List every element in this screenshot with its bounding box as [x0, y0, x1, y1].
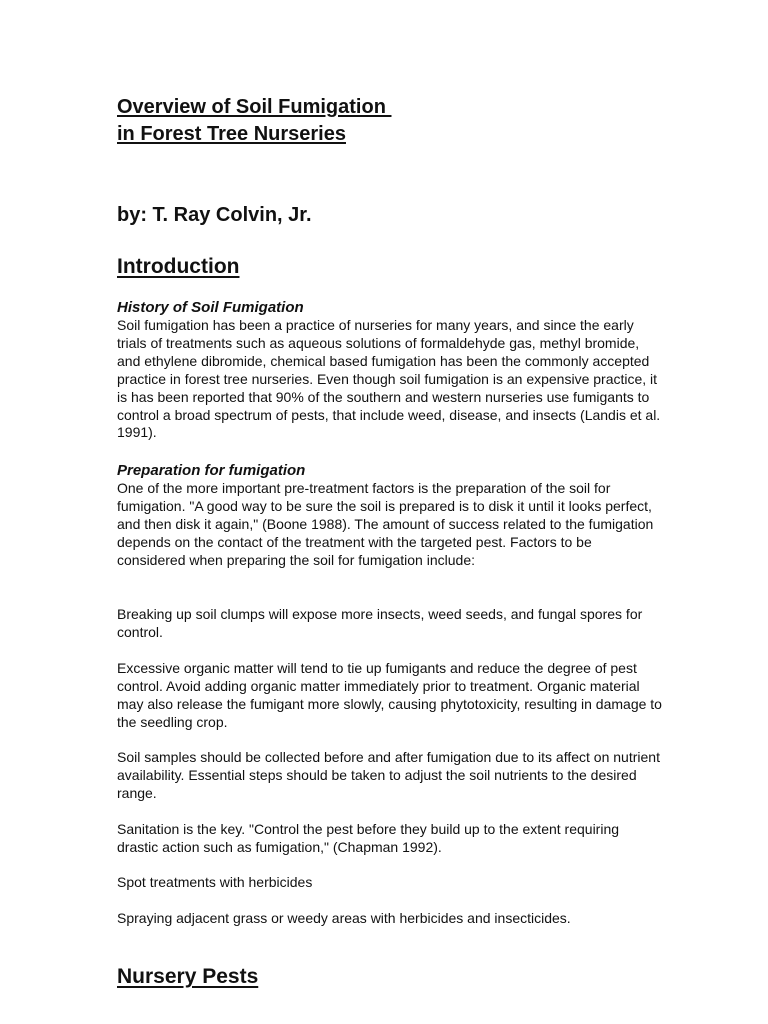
history-section — [117, 299, 662, 442]
history-heading: History of Soil Fumigation — [117, 299, 304, 316]
factor-item: Breaking up soil clumps will expose more insects, weed seeds, and fungal spores for control. — [117, 606, 643, 640]
factor-item: Excessive organic matter will tend to tie up fumigants and reduce the degree of pest control. Avoid adding organic matter immediately prior to treatment. Organic material may also release the fumigant more slowly, causing phytotoxicity, resulting in damage to the seedling crop. — [117, 660, 662, 730]
preparation-heading: Preparation for fumigation — [117, 462, 306, 479]
factor-item: Spraying adjacent grass or weedy areas with herbicides and insecticides. — [117, 910, 571, 926]
history-paragraph: Soil fumigation has been a practice of nurseries for many years, and since the early trials of treatments such as aqueous solutions of formaldehyde gas, methyl bromide, and ethylene dibromide, chemical based fumigation has been the commonly accepted practice in forest tree nurseries. Even though soil fumigation is an expensive practice, it is has been reported that 90% of the southern and western nurseries use fumigants to control a broad spectrum of pests, that include weed, disease, and insects (Landis et al. 1991). — [117, 317, 661, 441]
author-byline: by: T. Ray Colvin, Jr. — [117, 204, 312, 226]
factor-item: Soil samples should be collected before and after fumigation due to its affect on nutrient availability. Essential steps should be taken to adjust the soil nutrients to the desired range. — [117, 749, 660, 801]
preparation-paragraph: One of the more important pre-treatment factors is the preparation of the soil for fumigation. "A good way to be sure the soil is prepared is to disk it until it looks perfect, and then disk it again," (Boone 1988). The amount of success related to the fumigation depends on the contact of the treatment with the targeted pest. Factors to be considered when preparing the soil for fumigation include: — [117, 480, 654, 568]
section-heading-nursery-pests: Nursery Pests — [117, 965, 259, 988]
title-line-1: Overview of Soil Fumigation — [117, 96, 392, 118]
document-title — [117, 94, 391, 148]
section-heading-introduction: Introduction — [117, 255, 240, 278]
factor-item: Sanitation is the key. "Control the pest before they build up to the extent requiring drastic action such as fumigation," (Chapman 1992). — [117, 821, 620, 855]
title-line-2: in Forest Tree Nurseries — [117, 123, 346, 145]
factor-item: Spot treatments with herbicides — [117, 874, 313, 890]
preparation-section — [117, 462, 662, 570]
